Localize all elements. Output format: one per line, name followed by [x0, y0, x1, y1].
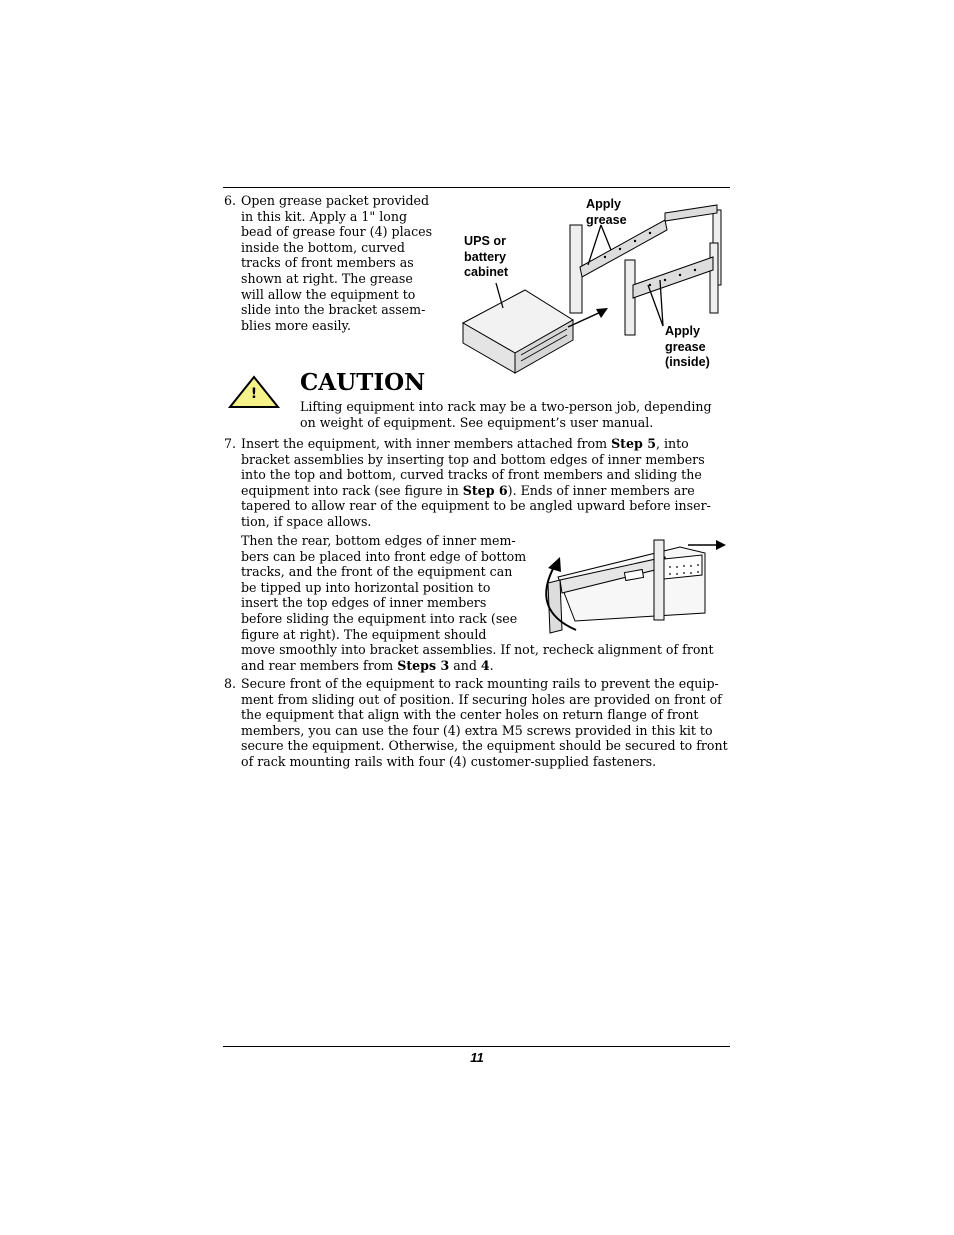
step-7-number: 7. [224, 436, 237, 451]
warning-exclamation-glyph: ! [250, 386, 258, 402]
step-7-text: Insert the equipment, with inner members attached from Step 5, into bracket assemblies by inserting top and bottom edges of inner members into the top and bottom, curved tracks of front members and sliding the equipment into rack (see figure in Step 6). Ends of inner members are tapered to allow rear of the equipment to be angled upward before inser- tion, if space allows. [241, 436, 711, 529]
bottom-rule [223, 1046, 730, 1047]
page-number: 11 [470, 1050, 484, 1065]
label-ups-or-battery-cabinet: UPS or battery cabinet [464, 234, 509, 280]
step-8-number: 8. [224, 676, 237, 691]
caution-title: CAUTION [300, 369, 426, 396]
label-apply-grease-inside: Apply grease (inside) [665, 324, 710, 370]
label-apply-grease: Apply grease [586, 197, 627, 227]
top-rule [223, 187, 730, 188]
step-7-paragraph-2: Then the rear, bottom edges of inner mem- bers can be placed into front edge of bottom tracks, and the front of the equipment can be tipped up into horizontal position to insert the top edges of inner members before sliding the equipment into rack (see figure at right). The equipment should move smoothly into bracket assemblies. If not, recheck alignment of front and rear members from Steps 3 and 4. [241, 533, 714, 673]
tipping-equipment-figure [530, 535, 730, 635]
step-6-text: Open grease packet provided in this kit. Apply a 1" long bead of grease four (4) places inside the bottom, curved tracks of front members as shown at right. The grease will allow the equipment to slide into the bracket assem- blies more easily. [241, 193, 433, 333]
step-8-text: Secure front of the equipment to rack mounting rails to prevent the equip- ment from sliding out of position. If securing holes are provided on front of the equipment that align with the center holes on return flange of front members, you can use the four (4) extra M5 screws provided in this kit to secure the equipment. Otherwise, the equipment should be secured to front of rack mounting rails with four (4) customer-supplied fasteners. [241, 676, 728, 769]
step-6-number: 6. [224, 193, 237, 208]
caution-text: Lifting equipment into rack may be a two-person job, depending on weight of equipment. See equipment’s user manual. [300, 399, 712, 430]
